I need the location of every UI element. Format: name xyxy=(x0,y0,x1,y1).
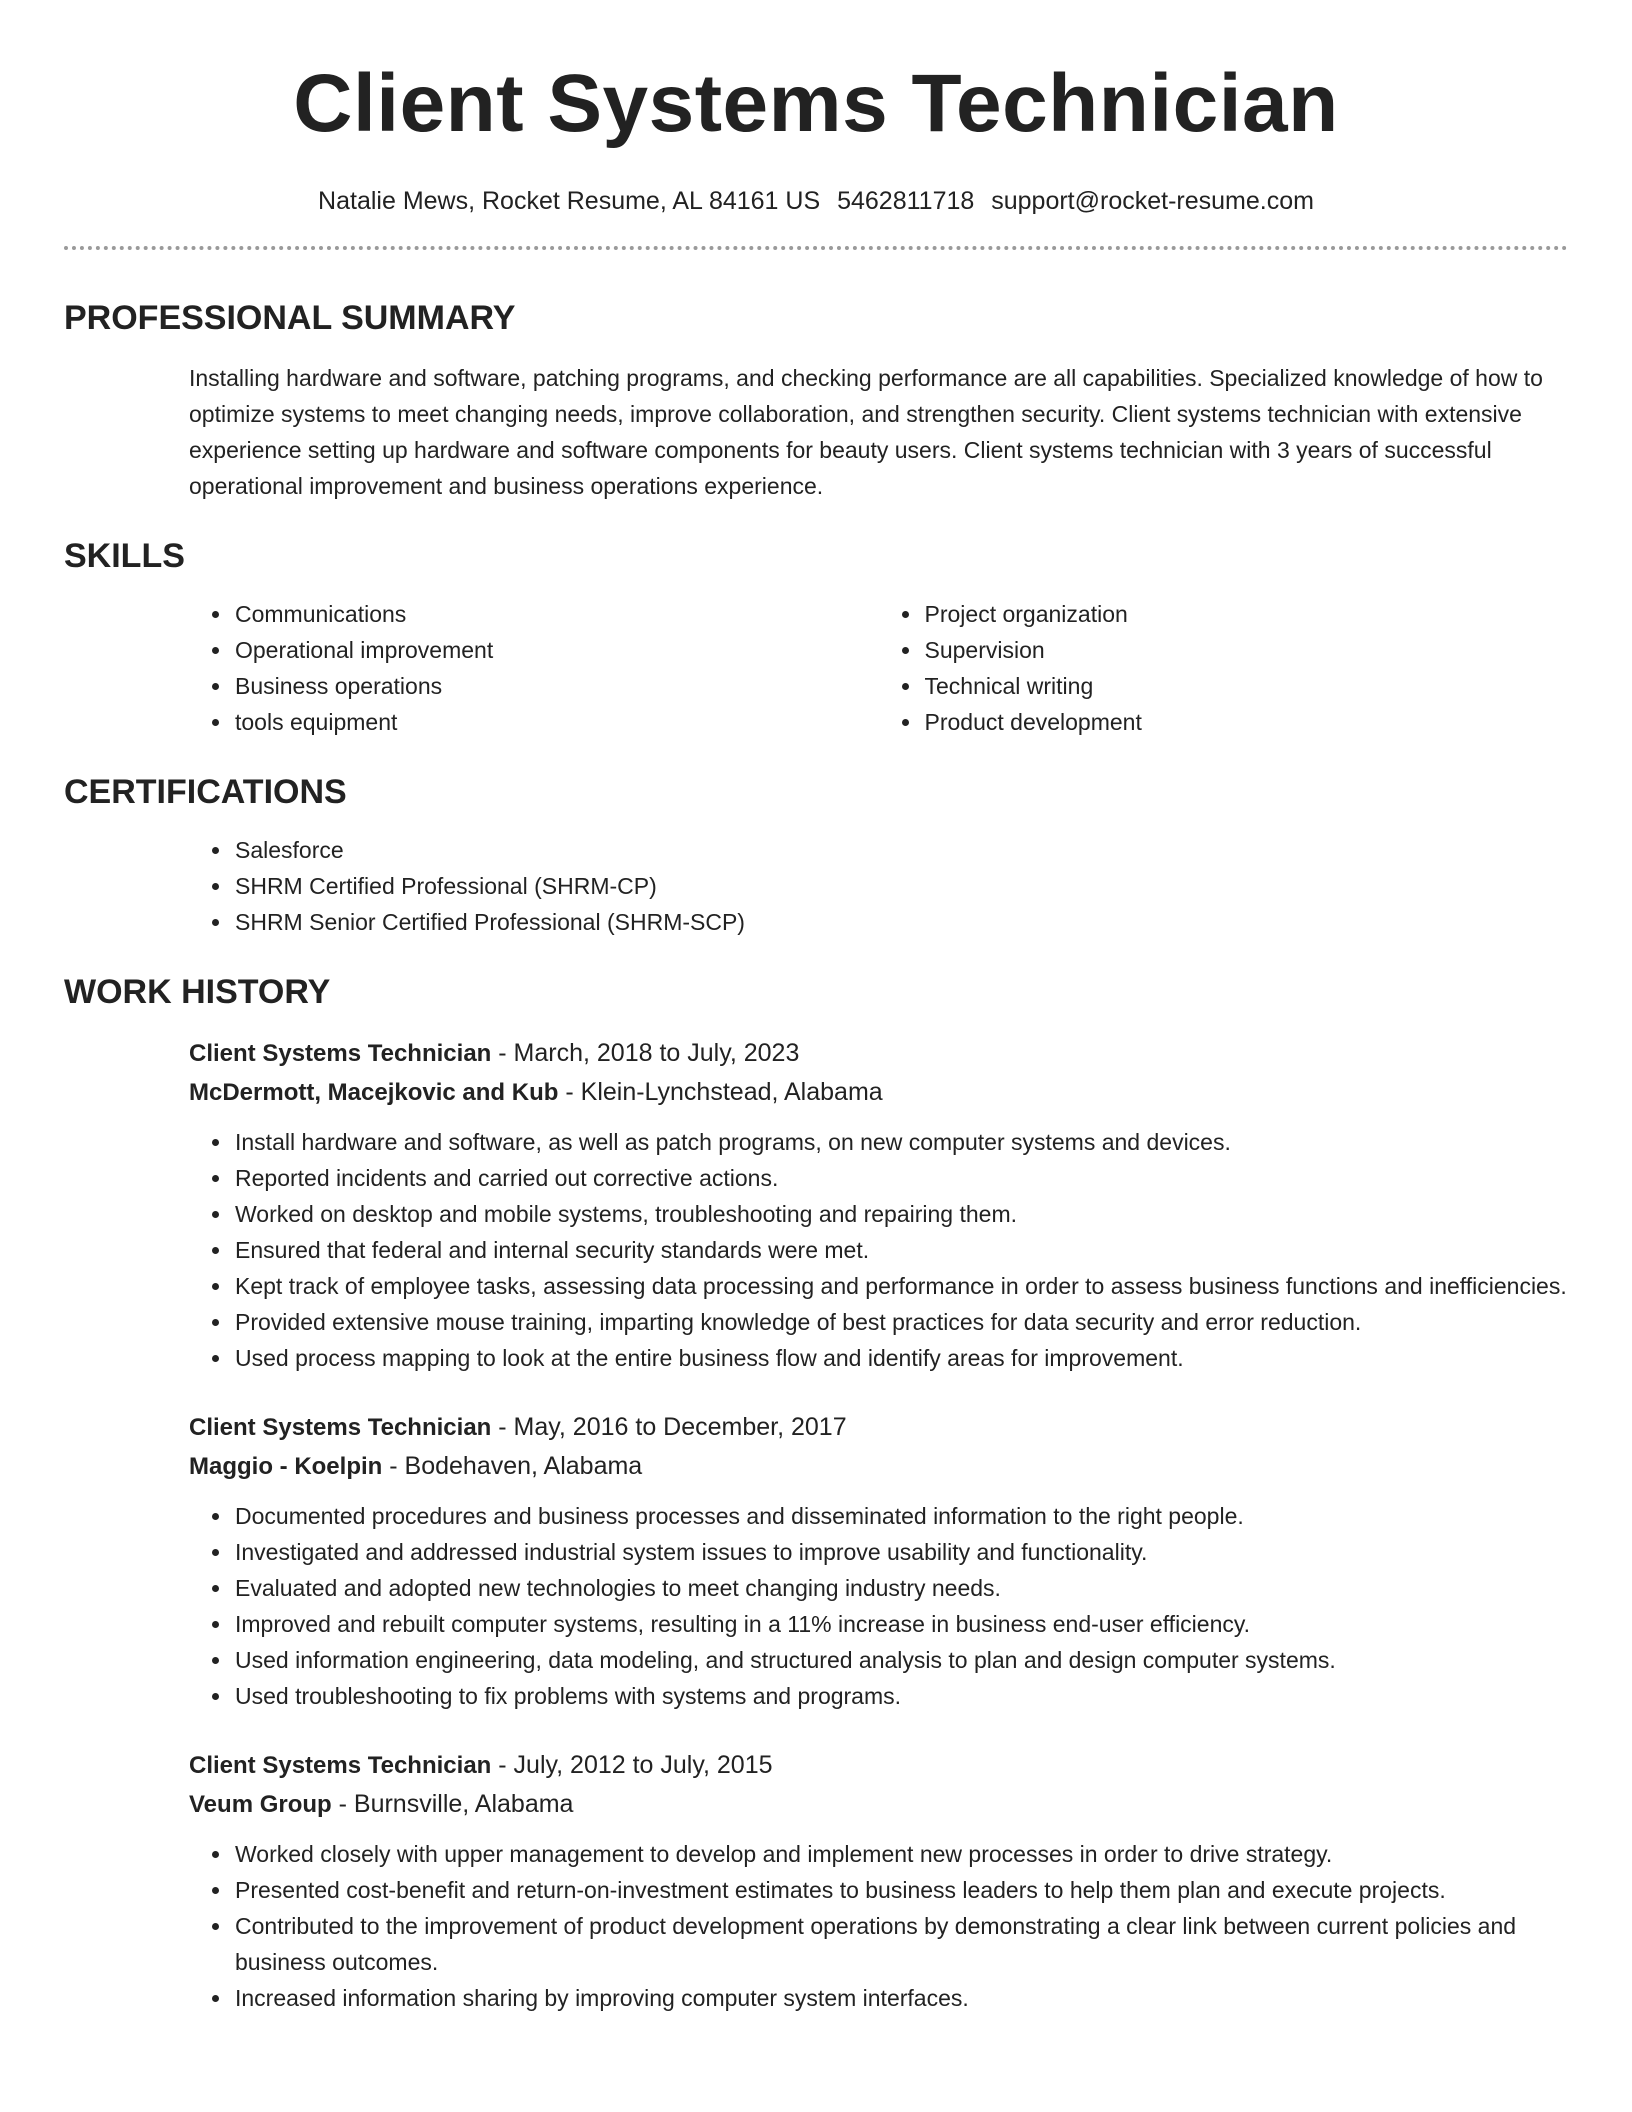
job-bullet: • Worked closely with upper management to develop and implement new processes in order to drive strategy. xyxy=(233,1836,1568,1872)
skill-item: • tools equipment xyxy=(233,704,879,740)
job-role: Client Systems Technician xyxy=(189,1414,492,1441)
job-bullet: • Reported incidents and carried out corrective actions. xyxy=(233,1160,1568,1196)
job-company-line xyxy=(189,1447,1568,1486)
summary-text: Installing hardware and software, patching programs, and checking performance are all capabilities. Specialized knowledge of how to optimize systems to meet changing needs, improve collaboration, and strengthen security. Client systems technician with extensive experience setting up hardware and software components for beauty users. Client systems technician with 3 years of successful operational improvement and business operations experience. xyxy=(189,365,1543,499)
certifications-list xyxy=(189,832,1568,940)
job-bullet: • Evaluated and adopted new technologies to meet changing industry needs. xyxy=(233,1570,1568,1606)
job-title-line xyxy=(189,1034,1568,1073)
summary-heading: PROFESSIONAL SUMMARY xyxy=(64,299,516,337)
certifications-heading: CERTIFICATIONS xyxy=(64,773,347,811)
job-bullets xyxy=(189,1124,1568,1376)
skills-grid xyxy=(189,578,1568,740)
skills-heading: SKILLS xyxy=(64,537,185,575)
job-location: - Burnsville, Alabama xyxy=(331,1790,574,1818)
job-bullet: • Contributed to the improvement of product development operations by demonstrating a clear link between current policies and business outcomes. xyxy=(233,1908,1568,1980)
job-bullet: • Documented procedures and business processes and disseminated information to the right people. xyxy=(233,1498,1568,1534)
skill-item: • Technical writing xyxy=(923,668,1569,704)
job-bullet: • Investigated and addressed industrial system issues to improve usability and functionality. xyxy=(233,1534,1568,1570)
job-dates: - March, 2018 to July, 2023 xyxy=(491,1039,800,1067)
certification-item: • SHRM Certified Professional (SHRM-CP) xyxy=(233,868,1568,904)
job-company-line xyxy=(189,1073,1568,1112)
header-divider xyxy=(64,246,1568,250)
job-bullet: • Improved and rebuilt computer systems, resulting in a 11% increase in business end-user efficiency. xyxy=(233,1606,1568,1642)
job-location: - Klein-Lynchstead, Alabama xyxy=(558,1078,883,1106)
job-dates: - July, 2012 to July, 2015 xyxy=(491,1751,773,1779)
contact-email: support@rocket-resume.com xyxy=(991,187,1314,215)
job-role: Client Systems Technician xyxy=(189,1752,492,1779)
job-entry xyxy=(189,1408,1568,1714)
skill-item: • Operational improvement xyxy=(233,632,879,668)
job-company: McDermott, Macejkovic and Kub xyxy=(189,1079,559,1106)
job-bullet: • Used troubleshooting to fix problems with systems and programs. xyxy=(233,1678,1568,1714)
job-bullet: • Install hardware and software, as well as patch programs, on new computer systems and devices. xyxy=(233,1124,1568,1160)
skill-item: • Supervision xyxy=(923,632,1569,668)
skills-section xyxy=(64,534,1568,740)
job-company-line xyxy=(189,1785,1568,1824)
job-bullet: • Worked on desktop and mobile systems, troubleshooting and repairing them. xyxy=(233,1196,1568,1232)
work-history-section xyxy=(64,970,1568,2016)
work-history-heading: WORK HISTORY xyxy=(64,973,331,1011)
job-entry xyxy=(189,1034,1568,1376)
job-dates: - May, 2016 to December, 2017 xyxy=(491,1413,847,1441)
resume-name-title: Client Systems Technician xyxy=(293,58,1339,149)
contact-phone: 5462811718 xyxy=(837,187,975,215)
job-company: Maggio - Koelpin xyxy=(189,1453,383,1480)
certifications-section xyxy=(64,770,1568,940)
certification-item: • Salesforce xyxy=(233,832,1568,868)
job-bullet: • Increased information sharing by improving computer system interfaces. xyxy=(233,1980,1568,2016)
job-role: Client Systems Technician xyxy=(189,1040,492,1067)
job-bullet: • Ensured that federal and internal security standards were met. xyxy=(233,1232,1568,1268)
job-company: Veum Group xyxy=(189,1791,332,1818)
job-bullets xyxy=(189,1498,1568,1714)
job-bullet: • Used process mapping to look at the entire business flow and identify areas for improvement. xyxy=(233,1340,1568,1376)
skills-list-left xyxy=(189,596,879,740)
skills-list-right xyxy=(879,596,1569,740)
certification-item: • SHRM Senior Certified Professional (SHRM-SCP) xyxy=(233,904,1568,940)
job-bullet: • Used information engineering, data modeling, and structured analysis to plan and design computer systems. xyxy=(233,1642,1568,1678)
skill-item: • Product development xyxy=(923,704,1569,740)
job-bullets xyxy=(189,1836,1568,2016)
job-title-line xyxy=(189,1408,1568,1447)
contact-address: Natalie Mews, Rocket Resume, AL 84161 US xyxy=(318,187,821,215)
summary-section xyxy=(64,296,1568,504)
job-bullet: • Provided extensive mouse training, imparting knowledge of best practices for data security and error reduction. xyxy=(233,1304,1568,1340)
certifications-block xyxy=(189,832,1568,940)
job-entry xyxy=(189,1746,1568,2016)
job-title-line xyxy=(189,1746,1568,1785)
job-bullet: • Kept track of employee tasks, assessing data processing and performance in order to assess business functions and inefficiencies. xyxy=(233,1268,1568,1304)
contact-line xyxy=(64,184,1568,218)
skill-item: • Project organization xyxy=(923,596,1569,632)
job-location: - Bodehaven, Alabama xyxy=(382,1452,643,1480)
job-bullet: • Presented cost-benefit and return-on-investment estimates to business leaders to help them plan and execute projects. xyxy=(233,1872,1568,1908)
skill-item: • Communications xyxy=(233,596,879,632)
skill-item: • Business operations xyxy=(233,668,879,704)
